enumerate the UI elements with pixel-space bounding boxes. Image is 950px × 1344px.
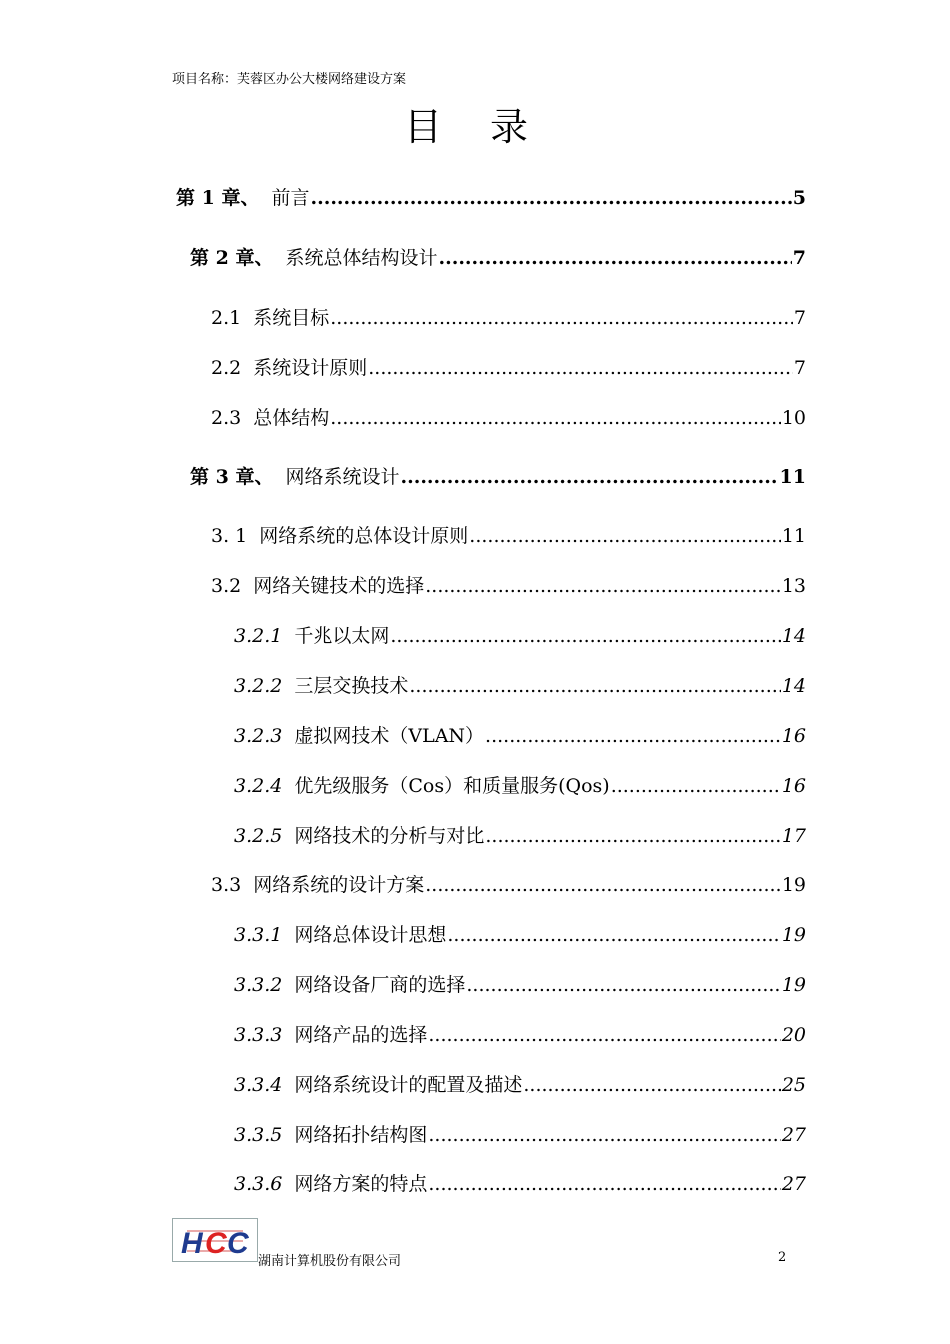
toc-page: 5 [792,187,806,209]
toc-number: 3.2 [211,575,242,597]
toc-entry[interactable] [234,970,806,997]
toc-entry[interactable] [234,1070,806,1097]
toc-page: 13 [781,575,806,597]
toc-leader [428,1173,780,1195]
svg-text:C: C [227,1227,249,1260]
toc-title: 网络系统设计的配置及描述 [294,1074,523,1096]
toc-number: 3.3.2 [234,974,283,996]
toc-page: 14 [781,625,806,647]
toc-title: 网络拓扑结构图 [294,1124,428,1146]
toc-title: 系统目标 [253,307,330,329]
svg-text:H: H [181,1227,203,1260]
toc-leader [469,525,781,547]
toc-leader [368,357,793,379]
toc-number: 3. 1 [211,525,248,547]
toc-leader [438,247,791,269]
toc-title: 优先级服务（Cos）和质量服务(Qos) [294,775,610,797]
toc-title: 网络系统的总体设计原则 [259,525,469,547]
toc-page: 16 [781,725,806,747]
toc-leader [485,825,780,847]
toc-title: 网络系统的设计方案 [253,874,425,896]
toc-entry[interactable] [234,1169,806,1196]
toc-page: 19 [781,974,806,996]
toc-title: 系统设计原则 [253,357,368,379]
toc-leader [330,307,793,329]
toc-leader [425,874,781,896]
toc-page: 27 [781,1173,806,1195]
toc-leader [400,466,778,488]
toc-title: 千兆以太网 [294,625,390,647]
toc-leader [466,974,780,996]
toc-page: 17 [781,825,806,847]
toc-page: 14 [781,675,806,697]
toc-entry[interactable] [211,870,806,897]
toc-page: 11 [779,466,806,488]
toc-number: 2.2 [211,357,242,379]
toc-entry[interactable] [234,1020,806,1047]
page-title: 目 录 [403,105,547,149]
toc-title: 三层交换技术 [294,675,409,697]
toc-title: 总体结构 [253,407,330,429]
toc-entry[interactable] [234,671,806,698]
company-logo [172,1218,258,1262]
toc-title: 网络关键技术的选择 [253,575,425,597]
toc-entry[interactable] [211,521,806,548]
toc-leader [428,1024,780,1046]
toc-title: 网络系统设计 [285,466,400,488]
footer-company-name: 湖南计算机股份有限公司 [258,1254,402,1269]
toc-leader [425,575,781,597]
toc-leader [611,775,781,797]
toc-number: 3.3.4 [234,1074,283,1096]
toc-title: 虚拟网技术（VLAN） [294,725,485,747]
toc-page: 16 [781,775,806,797]
svg-text:C: C [205,1227,227,1260]
toc-title: 网络方案的特点 [294,1173,428,1195]
footer-page-number: 2 [778,1250,787,1265]
toc-entry[interactable] [190,462,806,489]
toc-number: 3.3.5 [234,1124,283,1146]
toc-leader [523,1074,780,1096]
toc-page: 19 [781,924,806,946]
toc-number: 3.3.3 [234,1024,283,1046]
toc-number: 第 1 章、 [176,187,260,209]
toc-leader [390,625,780,647]
toc-number: 2.3 [211,407,242,429]
toc-number: 3.3.6 [234,1173,283,1195]
toc-entry[interactable] [211,303,806,330]
toc-number: 3.2.3 [234,725,283,747]
toc-entry[interactable] [234,771,806,798]
toc-entry[interactable] [211,571,806,598]
toc-number: 2.1 [211,307,242,329]
toc-title: 网络技术的分析与对比 [294,825,485,847]
toc-leader [485,725,781,747]
document-header: 项目名称：芙蓉区办公大楼网络建设方案 [172,72,407,87]
toc-entry[interactable] [211,353,806,380]
toc-entry[interactable] [190,243,806,270]
toc-number: 3.2.4 [234,775,283,797]
toc-page: 11 [781,525,806,547]
toc-leader [330,407,781,429]
toc-entry[interactable] [234,621,806,648]
toc-entry[interactable] [234,1120,806,1147]
toc-entry[interactable] [211,403,806,430]
toc-number: 3.3 [211,874,242,896]
toc-number: 3.3.1 [234,924,283,946]
toc-number: 第 3 章、 [190,466,274,488]
toc-page: 7 [793,307,806,329]
toc-title: 网络产品的选择 [294,1024,428,1046]
toc-entry[interactable] [234,920,806,947]
toc-number: 第 2 章、 [190,247,274,269]
toc-leader [447,924,780,946]
toc-title: 网络总体设计思想 [294,924,447,946]
toc-entry[interactable] [234,821,806,848]
toc-leader [310,187,791,209]
toc-page: 10 [781,407,806,429]
toc-number: 3.2.2 [234,675,283,697]
toc-number: 3.2.1 [234,625,283,647]
toc-entry[interactable] [176,183,806,210]
hcc-logo-icon [173,1219,257,1261]
toc-leader [409,675,780,697]
toc-leader [428,1124,780,1146]
toc-number: 3.2.5 [234,825,283,847]
toc-page: 20 [781,1024,806,1046]
toc-page: 25 [781,1074,806,1096]
toc-title: 网络设备厂商的选择 [294,974,466,996]
toc-page: 7 [793,357,806,379]
toc-title: 前言 [271,187,310,209]
toc-entry[interactable] [234,721,806,748]
toc-page: 27 [781,1124,806,1146]
toc-page: 7 [792,247,806,269]
toc-page: 19 [781,874,806,896]
toc-title: 系统总体结构设计 [285,247,438,269]
